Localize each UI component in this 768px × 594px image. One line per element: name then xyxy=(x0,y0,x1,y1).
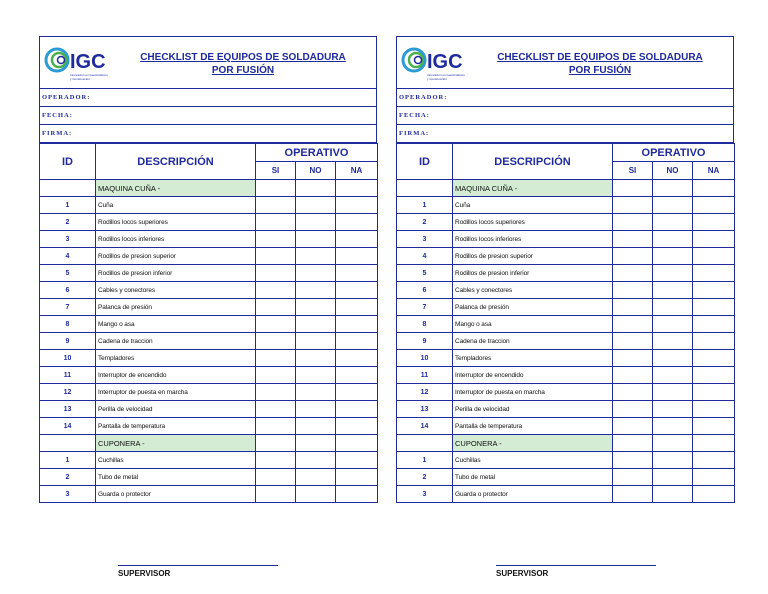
table-row xyxy=(40,282,378,299)
check-no-cell[interactable] xyxy=(653,265,693,282)
check-no-cell[interactable] xyxy=(296,197,336,214)
table-row xyxy=(40,299,378,316)
check-si-cell[interactable] xyxy=(256,197,296,214)
check-no-cell[interactable] xyxy=(296,486,336,503)
check-na-cell[interactable] xyxy=(336,452,378,469)
table-row xyxy=(397,401,735,418)
item-description: Cuña xyxy=(96,197,256,214)
check-si-cell[interactable] xyxy=(613,248,653,265)
check-na-cell[interactable] xyxy=(693,231,735,248)
check-no-cell[interactable] xyxy=(296,418,336,435)
item-description: Perilla de velocidad xyxy=(453,401,613,418)
item-id: 11 xyxy=(40,367,96,384)
item-description: Rodillos locos superiores xyxy=(453,214,613,231)
section-no-cell xyxy=(296,180,336,197)
item-description: Cuchillas xyxy=(453,452,613,469)
check-no-cell[interactable] xyxy=(296,231,336,248)
check-si-cell[interactable] xyxy=(613,401,653,418)
item-description: Tubo de metal xyxy=(96,469,256,486)
check-na-cell[interactable] xyxy=(336,469,378,486)
item-description: Rodillos de presion superior xyxy=(453,248,613,265)
title-line-2: POR FUSIÓN xyxy=(568,65,632,76)
item-description: Mango o asa xyxy=(453,316,613,333)
check-na-cell[interactable] xyxy=(693,350,735,367)
section-id-cell xyxy=(397,180,453,197)
check-na-cell[interactable] xyxy=(693,282,735,299)
check-na-cell[interactable] xyxy=(336,197,378,214)
check-si-cell[interactable] xyxy=(613,333,653,350)
header-si: SI xyxy=(256,162,296,180)
item-id: 5 xyxy=(40,265,96,282)
check-na-cell[interactable] xyxy=(336,231,378,248)
document-header xyxy=(396,36,734,89)
item-id: 11 xyxy=(397,367,453,384)
svg-text:IGC: IGC xyxy=(427,51,463,73)
section-name: CUPONERA - xyxy=(453,435,613,452)
check-no-cell[interactable] xyxy=(296,316,336,333)
check-no-cell[interactable] xyxy=(653,231,693,248)
check-no-cell[interactable] xyxy=(653,418,693,435)
item-id: 3 xyxy=(397,486,453,503)
table-row xyxy=(40,214,378,231)
table-row xyxy=(397,384,735,401)
check-na-cell[interactable] xyxy=(693,418,735,435)
header-operativo: OPERATIVO xyxy=(613,144,735,162)
item-description: Cuña xyxy=(453,197,613,214)
table-row xyxy=(397,486,735,503)
section-name: CUPONERA - xyxy=(96,435,256,452)
section-no-cell xyxy=(653,435,693,452)
check-si-cell[interactable] xyxy=(613,214,653,231)
table-row xyxy=(397,452,735,469)
firma-field[interactable]: FIRMA: xyxy=(39,125,377,143)
header-id: ID xyxy=(40,144,96,180)
check-na-cell[interactable] xyxy=(693,452,735,469)
table-row xyxy=(40,401,378,418)
svg-text:Innovación en Geosintéticos: Innovación en Geosintéticos xyxy=(70,73,108,77)
item-id: 7 xyxy=(40,299,96,316)
item-id: 14 xyxy=(397,418,453,435)
item-id: 10 xyxy=(397,350,453,367)
check-no-cell[interactable] xyxy=(653,333,693,350)
fecha-field[interactable]: FECHA: xyxy=(396,107,734,125)
table-row xyxy=(40,418,378,435)
item-id: 13 xyxy=(397,401,453,418)
table-row xyxy=(40,469,378,486)
check-no-cell[interactable] xyxy=(296,282,336,299)
section-name: MAQUINA CUÑA - xyxy=(453,180,613,197)
check-si-cell[interactable] xyxy=(613,469,653,486)
table-row xyxy=(40,248,378,265)
item-id: 14 xyxy=(40,418,96,435)
header-id: ID xyxy=(397,144,453,180)
check-no-cell[interactable] xyxy=(296,384,336,401)
section-si-cell xyxy=(613,180,653,197)
item-description: Templadores xyxy=(453,350,613,367)
item-id: 12 xyxy=(397,384,453,401)
table-row xyxy=(40,316,378,333)
section-no-cell xyxy=(653,180,693,197)
section-si-cell xyxy=(613,435,653,452)
check-si-cell[interactable] xyxy=(613,384,653,401)
item-description: Cadena de traccion xyxy=(453,333,613,350)
item-description: Rodillos de presion inferior xyxy=(453,265,613,282)
check-si-cell[interactable] xyxy=(256,299,296,316)
section-no-cell xyxy=(296,435,336,452)
section-row xyxy=(40,435,378,452)
table-row xyxy=(40,231,378,248)
check-no-cell[interactable] xyxy=(653,401,693,418)
check-si-cell[interactable] xyxy=(613,299,653,316)
operador-field[interactable]: OPERADOR: xyxy=(39,89,377,107)
check-no-cell[interactable] xyxy=(296,214,336,231)
item-id: 2 xyxy=(40,469,96,486)
check-no-cell[interactable] xyxy=(653,214,693,231)
check-na-cell[interactable] xyxy=(693,469,735,486)
item-description: Pantalla de temperatura xyxy=(453,418,613,435)
item-id: 2 xyxy=(397,214,453,231)
header-na: NA xyxy=(693,162,735,180)
check-si-cell[interactable] xyxy=(256,367,296,384)
check-si-cell[interactable] xyxy=(256,248,296,265)
check-no-cell[interactable] xyxy=(296,367,336,384)
supervisor-label: SUPERVISOR xyxy=(496,569,549,578)
section-na-cell xyxy=(336,180,378,197)
item-id: 8 xyxy=(40,316,96,333)
header-descripcion: DESCRIPCIÓN xyxy=(96,144,256,180)
check-na-cell[interactable] xyxy=(336,367,378,384)
item-description: Tubo de metal xyxy=(453,469,613,486)
check-no-cell[interactable] xyxy=(296,333,336,350)
title-line-1: CHECKLIST DE EQUIPOS DE SOLDADURA xyxy=(140,52,346,63)
section-row xyxy=(397,435,735,452)
table-row xyxy=(40,486,378,503)
fecha-field[interactable]: FECHA: xyxy=(39,107,377,125)
check-si-cell[interactable] xyxy=(256,452,296,469)
header-operativo: OPERATIVO xyxy=(256,144,378,162)
check-no-cell[interactable] xyxy=(296,299,336,316)
check-na-cell[interactable] xyxy=(693,316,735,333)
igc-logo xyxy=(401,40,465,86)
item-id: 2 xyxy=(397,469,453,486)
check-no-cell[interactable] xyxy=(653,384,693,401)
check-no-cell[interactable] xyxy=(653,486,693,503)
item-description: Rodillos de presion superior xyxy=(96,248,256,265)
item-description: Palanca de presión xyxy=(96,299,256,316)
check-no-cell[interactable] xyxy=(296,452,336,469)
item-description: Rodillos locos superiores xyxy=(96,214,256,231)
check-no-cell[interactable] xyxy=(296,469,336,486)
check-si-cell[interactable] xyxy=(256,282,296,299)
operador-field[interactable]: OPERADOR: xyxy=(396,89,734,107)
check-si-cell[interactable] xyxy=(256,316,296,333)
item-description: Cables y conectores xyxy=(96,282,256,299)
document-title xyxy=(110,51,376,77)
check-no-cell[interactable] xyxy=(653,282,693,299)
section-id-cell xyxy=(40,435,96,452)
item-description: Interruptor de encendido xyxy=(453,367,613,384)
table-row xyxy=(397,316,735,333)
check-si-cell[interactable] xyxy=(256,265,296,282)
check-na-cell[interactable] xyxy=(693,333,735,350)
table-row xyxy=(40,197,378,214)
check-si-cell[interactable] xyxy=(613,350,653,367)
section-si-cell xyxy=(256,435,296,452)
section-na-cell xyxy=(693,435,735,452)
check-na-cell[interactable] xyxy=(693,486,735,503)
checklist-sheet-right xyxy=(396,36,734,503)
check-no-cell[interactable] xyxy=(653,299,693,316)
item-description: Mango o asa xyxy=(96,316,256,333)
check-no-cell[interactable] xyxy=(653,350,693,367)
item-description: Guarda o protector xyxy=(453,486,613,503)
header-descripcion: DESCRIPCIÓN xyxy=(453,144,613,180)
check-no-cell[interactable] xyxy=(653,452,693,469)
item-description: Interruptor de puesta en marcha xyxy=(96,384,256,401)
svg-text:Innovación en Geosintéticos: Innovación en Geosintéticos xyxy=(427,73,465,77)
check-si-cell[interactable] xyxy=(256,231,296,248)
svg-text:y Construcción: y Construcción xyxy=(70,77,90,81)
item-description: Rodillos locos inferiores xyxy=(96,231,256,248)
check-no-cell[interactable] xyxy=(653,469,693,486)
check-si-cell[interactable] xyxy=(256,333,296,350)
check-na-cell[interactable] xyxy=(693,197,735,214)
header-na: NA xyxy=(336,162,378,180)
item-id: 3 xyxy=(40,231,96,248)
check-no-cell[interactable] xyxy=(296,401,336,418)
check-si-cell[interactable] xyxy=(256,486,296,503)
item-id: 1 xyxy=(397,452,453,469)
firma-field[interactable]: FIRMA: xyxy=(396,125,734,143)
item-description: Rodillos locos inferiores xyxy=(453,231,613,248)
item-id: 6 xyxy=(40,282,96,299)
check-si-cell[interactable] xyxy=(613,316,653,333)
section-id-cell xyxy=(397,435,453,452)
supervisor-signature-line xyxy=(118,565,278,578)
check-na-cell[interactable] xyxy=(336,248,378,265)
igc-logo xyxy=(44,40,108,86)
table-header-row xyxy=(40,144,378,162)
check-si-cell[interactable] xyxy=(256,214,296,231)
check-na-cell[interactable] xyxy=(336,333,378,350)
check-na-cell[interactable] xyxy=(336,418,378,435)
check-si-cell[interactable] xyxy=(613,418,653,435)
check-na-cell[interactable] xyxy=(336,401,378,418)
check-na-cell[interactable] xyxy=(693,401,735,418)
table-row xyxy=(40,452,378,469)
table-row xyxy=(40,333,378,350)
item-id: 6 xyxy=(397,282,453,299)
supervisor-label: SUPERVISOR xyxy=(118,569,171,578)
item-id: 4 xyxy=(397,248,453,265)
item-description: Interruptor de puesta en marcha xyxy=(453,384,613,401)
table-row xyxy=(397,231,735,248)
check-na-cell[interactable] xyxy=(336,265,378,282)
section-si-cell xyxy=(256,180,296,197)
item-id: 4 xyxy=(40,248,96,265)
check-si-cell[interactable] xyxy=(256,401,296,418)
section-na-cell xyxy=(693,180,735,197)
header-no: NO xyxy=(296,162,336,180)
check-si-cell[interactable] xyxy=(613,197,653,214)
check-no-cell[interactable] xyxy=(653,197,693,214)
item-id: 2 xyxy=(40,214,96,231)
table-row xyxy=(40,350,378,367)
item-id: 13 xyxy=(40,401,96,418)
check-si-cell[interactable] xyxy=(613,265,653,282)
table-row xyxy=(397,282,735,299)
check-na-cell[interactable] xyxy=(693,214,735,231)
table-row xyxy=(40,265,378,282)
item-id: 9 xyxy=(397,333,453,350)
checklist-table xyxy=(39,143,378,503)
check-no-cell[interactable] xyxy=(653,367,693,384)
title-line-1: CHECKLIST DE EQUIPOS DE SOLDADURA xyxy=(497,52,703,63)
table-header-row xyxy=(397,144,735,162)
check-na-cell[interactable] xyxy=(336,299,378,316)
table-row xyxy=(397,265,735,282)
check-na-cell[interactable] xyxy=(336,214,378,231)
item-description: Cables y conectores xyxy=(453,282,613,299)
item-description: Guarda o protector xyxy=(96,486,256,503)
check-na-cell[interactable] xyxy=(693,265,735,282)
item-id: 3 xyxy=(397,231,453,248)
checklist-sheet-left xyxy=(39,36,377,503)
check-si-cell[interactable] xyxy=(256,350,296,367)
check-na-cell[interactable] xyxy=(693,248,735,265)
table-row xyxy=(397,469,735,486)
supervisor-signature-line xyxy=(496,565,656,578)
section-row xyxy=(397,180,735,197)
title-line-2: POR FUSIÓN xyxy=(211,65,275,76)
item-id: 8 xyxy=(397,316,453,333)
table-row xyxy=(40,384,378,401)
item-id: 10 xyxy=(40,350,96,367)
item-description: Templadores xyxy=(96,350,256,367)
check-si-cell[interactable] xyxy=(256,469,296,486)
item-id: 1 xyxy=(40,452,96,469)
item-description: Cadena de traccion xyxy=(96,333,256,350)
check-na-cell[interactable] xyxy=(693,384,735,401)
item-id: 3 xyxy=(40,486,96,503)
header-no: NO xyxy=(653,162,693,180)
check-no-cell[interactable] xyxy=(296,350,336,367)
check-na-cell[interactable] xyxy=(693,367,735,384)
check-si-cell[interactable] xyxy=(256,384,296,401)
table-row xyxy=(397,367,735,384)
check-si-cell[interactable] xyxy=(613,452,653,469)
item-id: 9 xyxy=(40,333,96,350)
checklist-table xyxy=(396,143,735,503)
document-title xyxy=(467,51,733,77)
item-id: 1 xyxy=(40,197,96,214)
item-id: 7 xyxy=(397,299,453,316)
check-na-cell[interactable] xyxy=(336,316,378,333)
table-row xyxy=(397,299,735,316)
document-header xyxy=(39,36,377,89)
item-description: Palanca de presión xyxy=(453,299,613,316)
header-si: SI xyxy=(613,162,653,180)
item-id: 12 xyxy=(40,384,96,401)
check-si-cell[interactable] xyxy=(613,231,653,248)
check-na-cell[interactable] xyxy=(693,299,735,316)
check-si-cell[interactable] xyxy=(256,418,296,435)
item-description: Perilla de velocidad xyxy=(96,401,256,418)
item-id: 5 xyxy=(397,265,453,282)
svg-text:IGC: IGC xyxy=(70,51,106,73)
item-id: 1 xyxy=(397,197,453,214)
check-si-cell[interactable] xyxy=(613,282,653,299)
check-no-cell[interactable] xyxy=(296,265,336,282)
item-description: Cuchillas xyxy=(96,452,256,469)
item-description: Rodillos de presion inferior xyxy=(96,265,256,282)
check-no-cell[interactable] xyxy=(653,316,693,333)
check-no-cell[interactable] xyxy=(296,248,336,265)
table-row xyxy=(397,248,735,265)
check-no-cell[interactable] xyxy=(653,248,693,265)
check-na-cell[interactable] xyxy=(336,486,378,503)
section-row xyxy=(40,180,378,197)
table-row xyxy=(397,214,735,231)
check-na-cell[interactable] xyxy=(336,350,378,367)
table-row xyxy=(397,418,735,435)
check-na-cell[interactable] xyxy=(336,282,378,299)
table-row xyxy=(397,333,735,350)
item-description: Interruptor de encendido xyxy=(96,367,256,384)
section-name: MAQUINA CUÑA - xyxy=(96,180,256,197)
check-si-cell[interactable] xyxy=(613,486,653,503)
item-description: Pantalla de temperatura xyxy=(96,418,256,435)
section-na-cell xyxy=(336,435,378,452)
table-row xyxy=(397,197,735,214)
table-row xyxy=(40,367,378,384)
section-id-cell xyxy=(40,180,96,197)
check-na-cell[interactable] xyxy=(336,384,378,401)
svg-text:y Construcción: y Construcción xyxy=(427,77,447,81)
table-row xyxy=(397,350,735,367)
check-si-cell[interactable] xyxy=(613,367,653,384)
